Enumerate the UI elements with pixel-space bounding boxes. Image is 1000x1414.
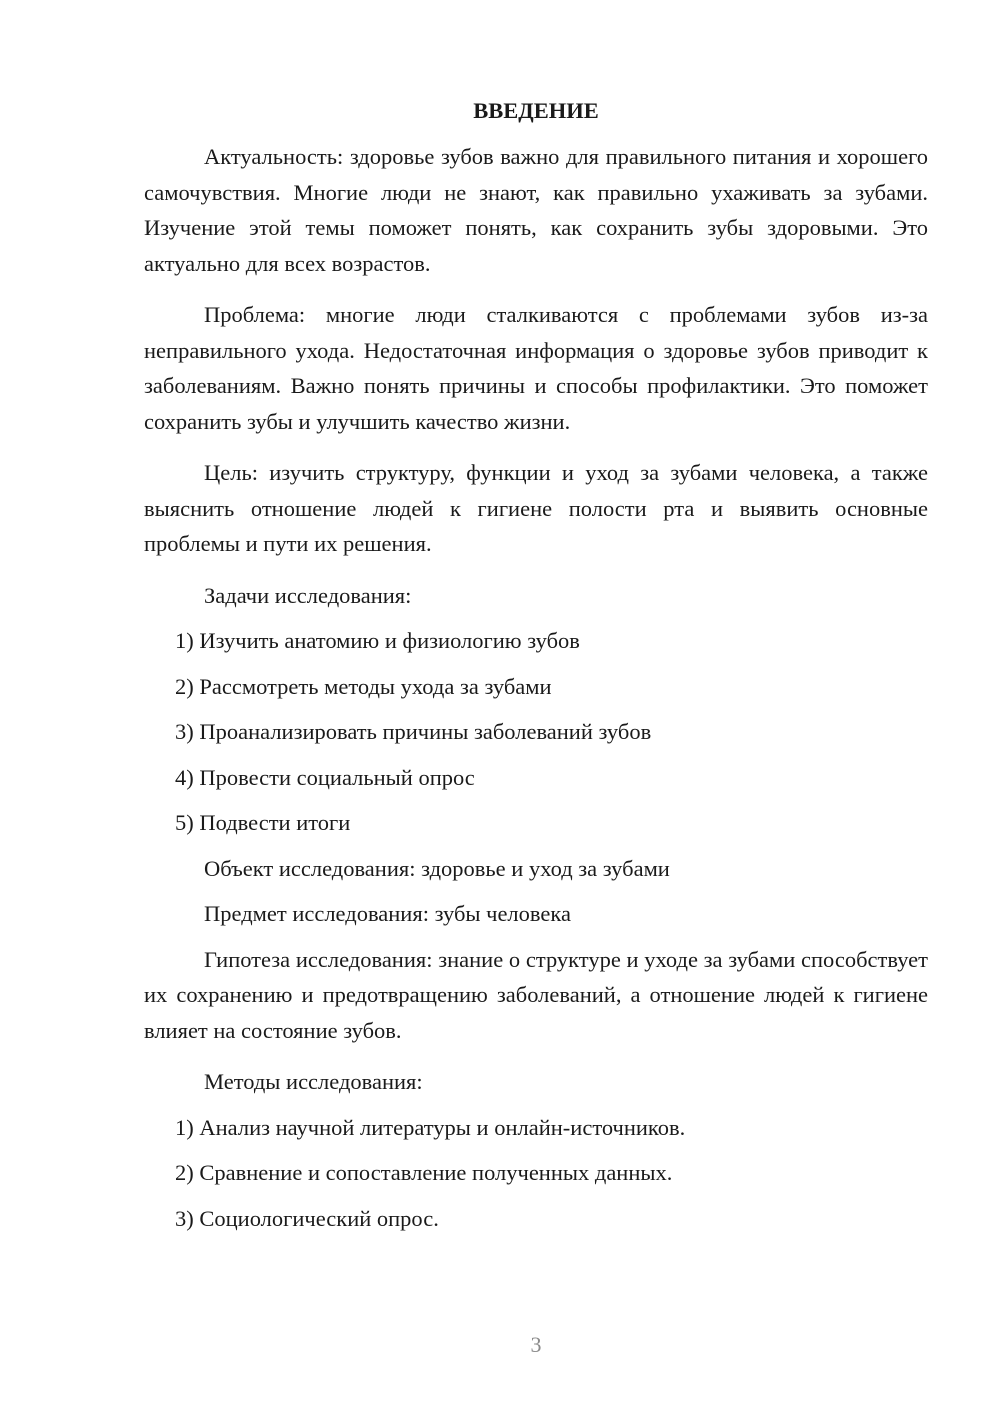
task-item: 3) Проанализировать причины заболеваний зубов <box>175 719 652 744</box>
task-item: 2) Рассмотреть методы ухода за зубами <box>175 673 552 699</box>
method-item: 2) Сравнение и сопоставление полученных данных. <box>175 1160 673 1185</box>
task-item: 1) Изучить анатомию и физиологию зубов <box>175 628 580 653</box>
method-item: 1) Анализ научной литературы и онлайн-источников. <box>175 1114 686 1140</box>
page-number: 3 <box>530 1332 542 1357</box>
tasks-label: Задачи исследования: <box>204 582 412 608</box>
page-heading: ВВЕДЕНИЕ <box>473 98 599 123</box>
problem-paragraph: Проблема: многие люди сталкиваются с проблемами зубов из-за неправильного ухода. Недостаточная информация о здоровье зубов приводит к заболеваниям. Важно понять причины и способы профилактики. Это поможет сохранить зубы и улучшить качество жизни. <box>144 302 928 434</box>
hypothesis-paragraph: Гипотеза исследования: знание о структуре и уходе за зубами способствует их сохранению и предотвращению заболеваний, а отношение людей к гигиене влияет на состояние зубов. <box>144 946 928 1043</box>
relevance-paragraph: Актуальность: здоровье зубов важно для правильного питания и хорошего самочувствия. Многие люди не знают, как правильно ухаживать за зубами. Изучение этой темы поможет понять, как сохранить зубы здоровыми. Это актуально для всех возрастов. <box>144 144 928 276</box>
research-subject: Предмет исследования: зубы человека <box>204 901 571 926</box>
methods-label: Методы исследования: <box>204 1069 423 1094</box>
task-item: 5) Подвести итоги <box>175 810 351 835</box>
goal-paragraph: Цель: изучить структуру, функции и уход за зубами человека, а также выяснить отношение людей к гигиене полости рта и выявить основные проблемы и пути их решения. <box>144 460 928 556</box>
method-item: 3) Социологический опрос. <box>175 1205 439 1231</box>
page-content <box>144 95 928 1246</box>
task-item: 4) Провести социальный опрос <box>175 764 475 790</box>
research-object: Объект исследования: здоровье и уход за зубами <box>204 855 670 881</box>
